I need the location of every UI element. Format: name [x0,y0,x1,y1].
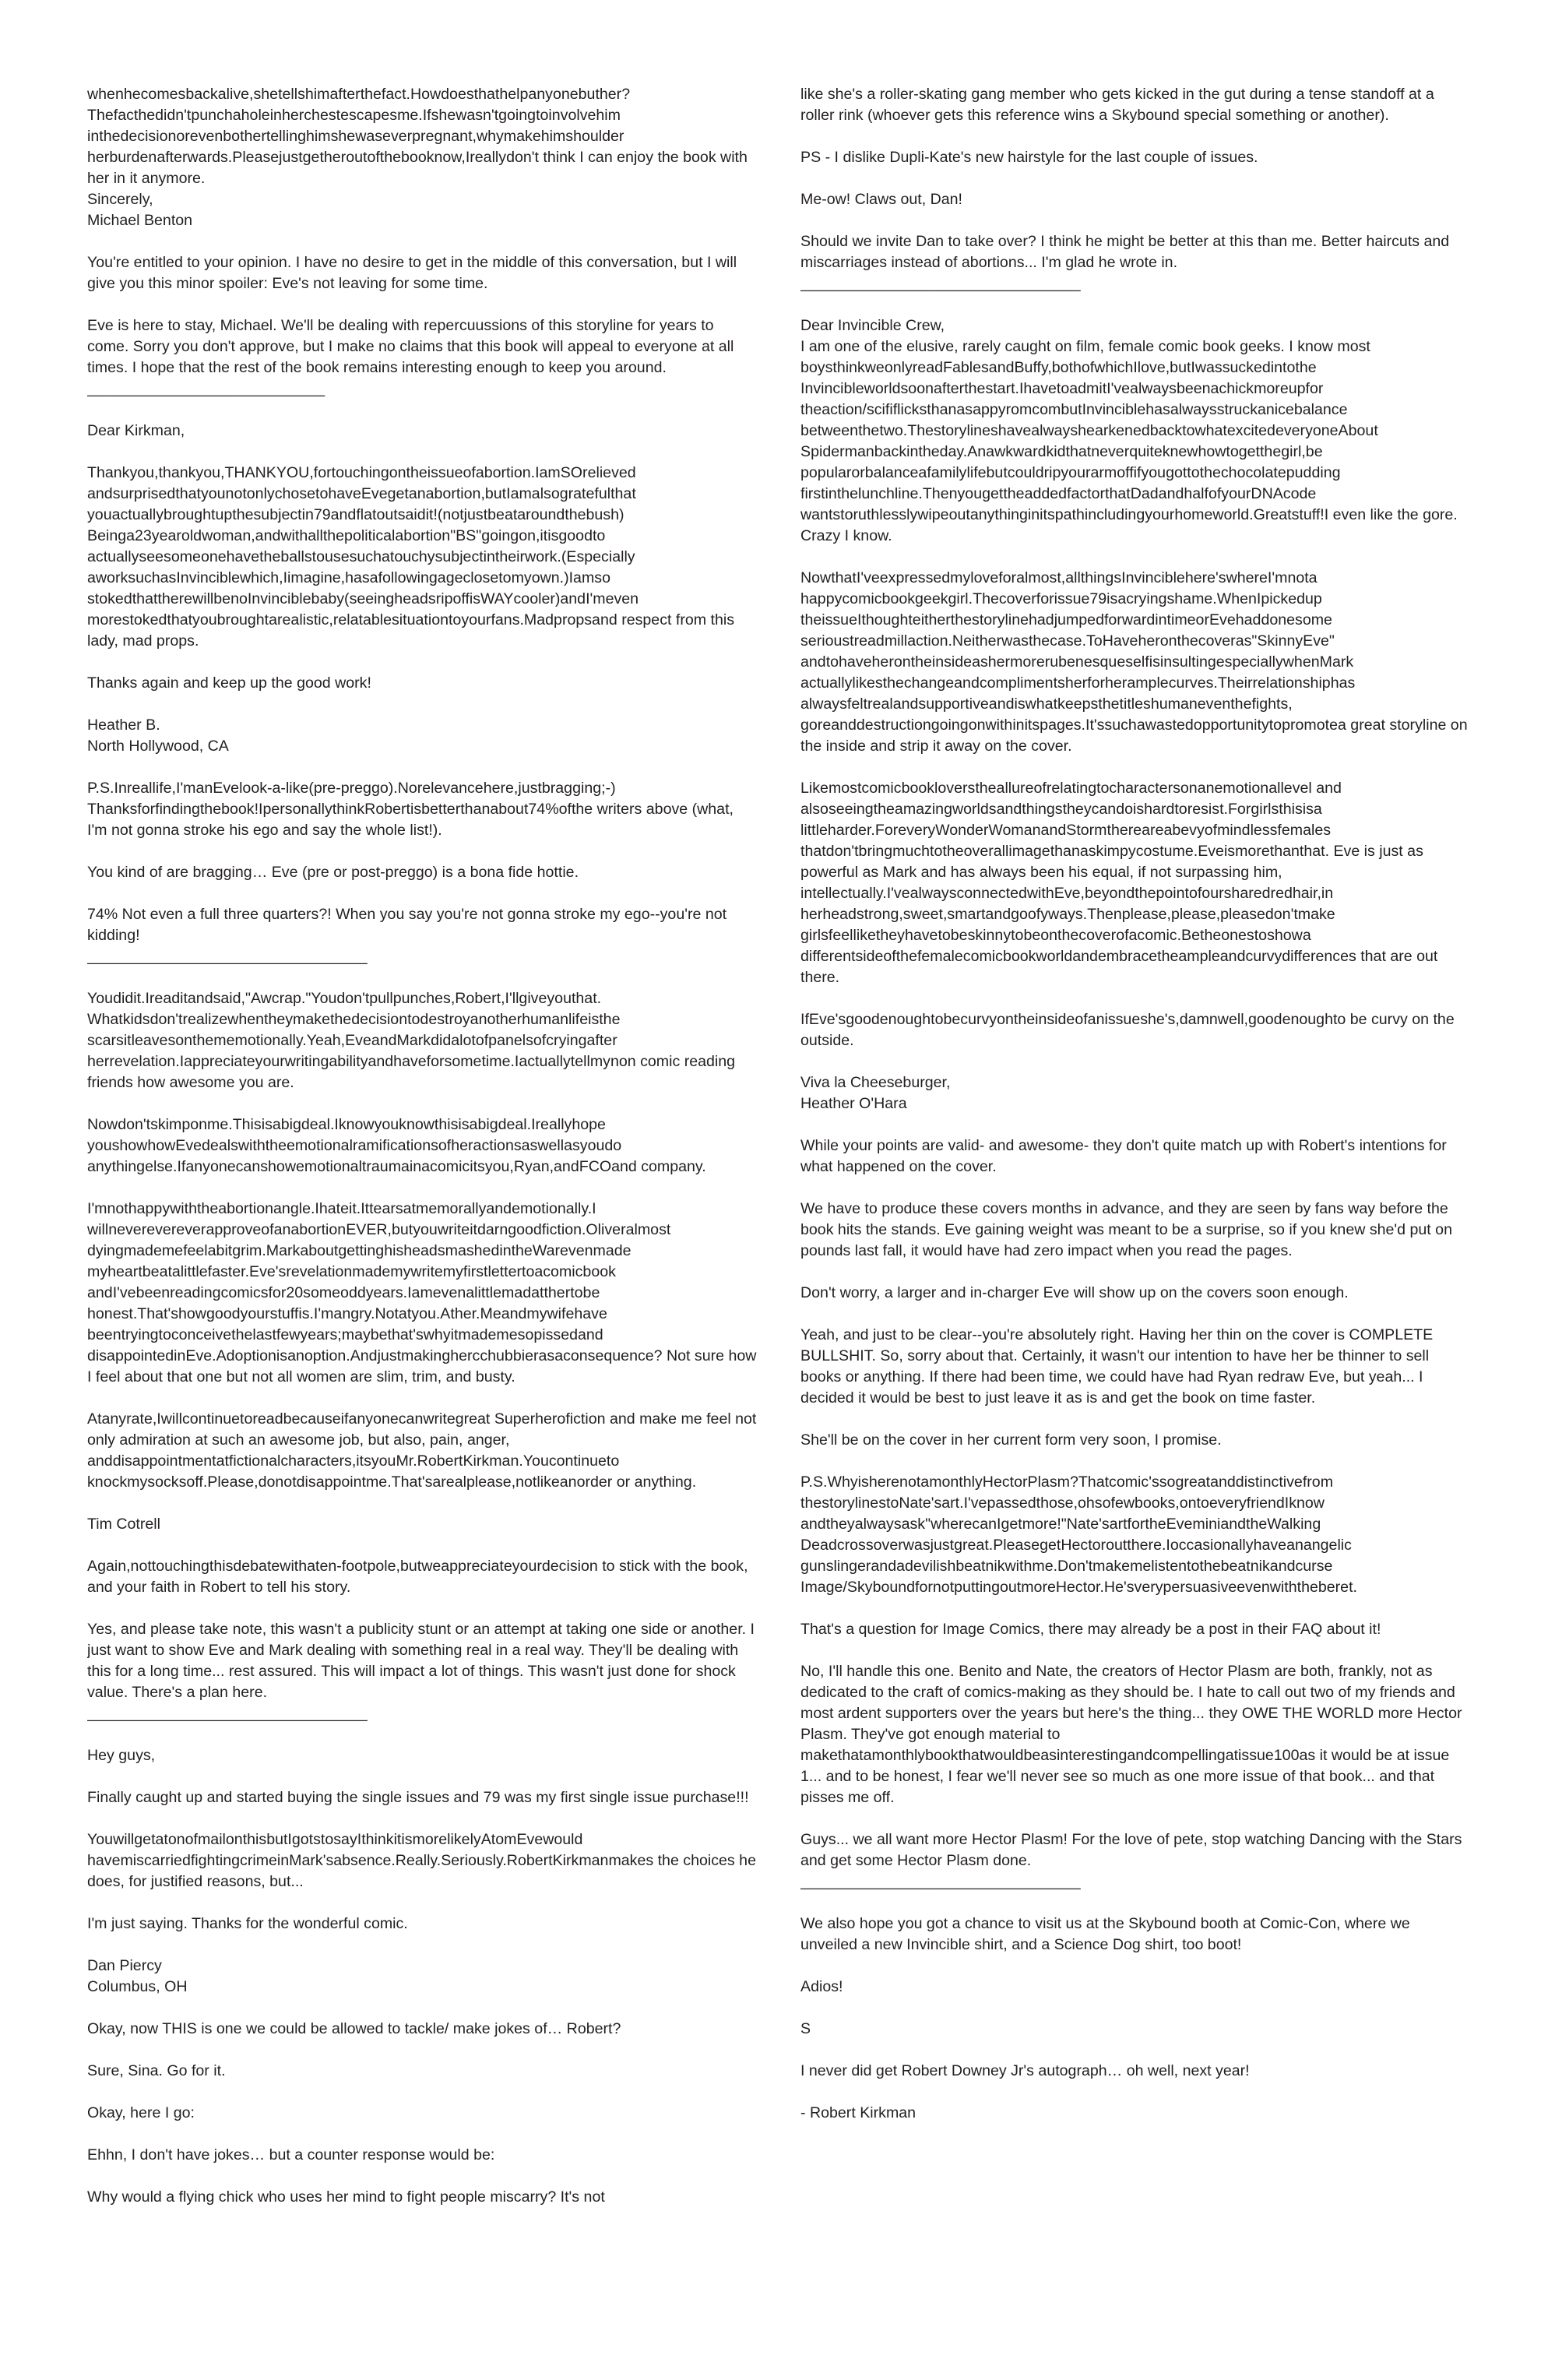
letter-paragraph: Heather B. North Hollywood, CA [87,716,229,755]
letter-paragraph: Should we invite Dan to take over? I think he might be better at this than me. Better haircuts and miscarriages instead of abortions... I'm glad he wrote in. _________________________________ [800,233,1450,292]
letter-paragraph: No, I'll handle this one. Benito and Nate, the creators of Hector Plasm are both, frankly, not as dedicated to the craft of comics-making as they should be. I hate to call out two of my friends and most ardent supporters over the years but here's the thing... they OWE THE WORLD more Hector Plasm. They've got enough material to makethatamonthlybookthatwouldbeasinterestingandcompellingatissue100as it would be at issue 1... and to be honest, I fear we'll never see so much as one more issue of that book... and that pisses me off. [800,1663,1462,1806]
letter-paragraph: NowthatI'veexpressedmyloveforalmost,allthingsInvinciblehere'swhereI'mnota happycomicbookgeekgirl.Thecoverforissue79isacryingshame.WhenIpickedup theissueIthoughteitherthestorylinehadjumpedforwardintimeorEvehaddonesome serioustreadmillaction.Neitherwasthecase.ToHaveheronthecoveras"SkinnyEve" andtohaveherontheinsideashermorerubenesqueselfisinsultingespeciallywhenMark actuallylikesthechangeandcomplimentsherforheramplecurves.Theirrelationshiphas alwaysfeltrealandsupportiveandiswhatkeepsthetitleshumaneventhefights, goreanddestructiongoingonwithinitspages.It'ssuchawastedopportunitytopromotea great storyline on the inside and strip it away on the cover. [800,569,1468,755]
letter-paragraph: like she's a roller-skating gang member who gets kicked in the gut during a tense standoff at a roller rink (whoever gets this reference wins a Skybound special something or another). [800,86,1434,124]
letter-paragraph: Sure, Sina. Go for it. [87,2062,226,2079]
right-column [800,84,1470,2343]
letter-paragraph: 74% Not even a full three quarters?! When you say you're not gonna stroke my ego--you're not kidding! _________________________________ [87,906,727,965]
letter-paragraph: IfEve'sgoodenoughtobecurvyontheinsideofanissueshe's,damnwell,goodenoughto be curvy on the outside. [800,1011,1455,1049]
letter-paragraph: Hey guys, [87,1747,156,1764]
letter-paragraph: I'm just saying. Thanks for the wonderful comic. [87,1915,408,1932]
letter-paragraph: Yes, and please take note, this wasn't a publicity stunt or an attempt at taking one side or another. I just want to show Eve and Mark dealing with something real in a real way. They'll be dealing with this for a long time... rest assured. This will impact a lot of things. This wasn't just done for shock value. There's a plan here. _________________________________ [87,1621,755,1722]
letter-paragraph: Guys... we all want more Hector Plasm! For the love of pete, stop watching Dancing with the Stars and get some Hector Plasm done. _________________________________ [800,1831,1462,1890]
letter-paragraph: Dear Invincible Crew, I am one of the elusive, rarely caught on film, female comic book geeks. I know most boysthinkweonlyreadFablesandBuffy,bothofwhichIlove,butIwassuckedintothe Invincibleworldsoonafterthestart.IhavetoadmitI'vealwaysbeenachickmoreupfor theaction/scififlicksthanasappyromcombutInvinciblehasalwaysstruckanicebalance betweenthetwo.ThestorylineshavealwayshearkenedbacktowhatexcitedeveryoneAbout Spidermanbackintheday.Anawkwardkidthatneverquiteknewhowtogetthegirl,be popularorbalanceafamilylifebutcouldripyourarmoffifyougottothechocolatepudding firstinthelunchline.ThenyougettheaddedfactorthatDadandhalfofyourDNAcode wantstoruthlesslywipeoutanythinginitspathincludingyourhomeworld.Greatstuff!I even like the gore. Crazy I know. [800,317,1458,544]
letter-paragraph: Likemostcomicbookloverstheallureofrelatingtocharactersonanemotionallevel and alsoseeingtheamazingworldsandthingstheycandoishardtoresist.Forgirlsthisisa littleharder.ForeveryWonderWomanandStormthereareabevyofmindlessfemales thatdon'tbringmuchtotheoverallimagethanaskimpycostume.Eveismorethanthat. Eve is just as powerful as Mark and has always been his equal, if not surpassing him, intellectually.I'vealwaysconnectedwithEve,beyondthepointofoursharedredhair,in herheadstrong,sweet,smartandgoofyways.Thenplease,please,pleasedon'tmake girlsfeelliketheyhavetobeskinnytobeonthecoverofacomic.Betheonestoshowa differentsideofthefemalecomicbookworldandembracetheampleandcurvydifferences that are out there. [800,780,1438,986]
letter-paragraph: Youdidit.Ireaditandsaid,"Awcrap."Youdon'tpullpunches,Robert,I'llgiveyouthat. Whatkidsdon'trealizewhentheymakethedecisiontodestroyanotherhumanlifeisthe scarsitleavesonthememotionally.Yeah,EveandMarkdidalotofpanelsofcryingafter herrevelation.Iappreciateyourwritingabilityandhaveforsometime.Iactuallytellmynon comic reading friends how awesome you are. [87,990,736,1091]
letter-paragraph: Atanyrate,Iwillcontinuetoreadbecauseifanyonecanwritegreat Superherofiction and make me feel not only admiration at such an awesome job, but also, pain, anger, anddisappointmentatfictionalcharacters,itsyouMr.RobertKirkman.Youcontinueto knockmysocksoff.Please,donotdisappointme.That'sarealplease,notlikeanorder or anything. [87,1410,757,1491]
letter-paragraph: I'mnothappywiththeabortionangle.Ihateit.Ittearsatmemorallyandemotionally.I willneverevereverapproveofanabortionEVER,butyouwriteitdarngoodfiction.Oliveralmost dyingmademefeelabitgrim.MarkaboutgettinghisheadsmashedintheWarevenmade myheartbeatalittlefaster.Eve'srevelationmademywritemyfirstlettertoacomicbook andI'vebeenreadingcomicsfor20someoddyears.Iamevenalittlemadatthertobe honest.That'showgoodyourstuffis.I'mangry.Notatyou.Ather.Meandmywifehave beentryingtoconceivethelastfewyears;maybethat'swhyitmademesopissedand disappointedinEve.Adoptionisanoption.Andjustmakinghercchubbierasaconsequence? Not sure how I feel about that one but not all women are slim, trim, and busty. [87,1200,757,1385]
letter-paragraph: Why would a flying chick who uses her mind to fight people miscarry? It's not [87,2188,605,2206]
letter-paragraph: Okay, here I go: [87,2104,195,2121]
letter-paragraph: We also hope you got a chance to visit us at the Skybound booth at Comic-Con, where we unveiled a new Invincible shirt, and a Science Dog shirt, too boot! [800,1915,1410,1953]
letter-paragraph: YouwillgetatonofmailonthisbutIgotstosayIthinkitismorelikelyAtomEvewould havemiscarriedfightingcrimeinMark'sabsence.Really.Seriously.RobertKirkmanmakes the choices he does, for justified reasons, but... [87,1831,756,1890]
letter-paragraph: Adios! [800,1978,843,1995]
letter-paragraph: Thankyou,thankyou,THANKYOU,fortouchingontheissueofabortion.IamSOrelieved andsurprisedthatyounotonlychosetohaveEvegetanabortion,butIamalsogratefulthat youactuallybroughtupthesubjectin79andflatoutsaidit!(notjustbeataroundthebush) Beinga23yearoldwoman,andwithallthepoliticalabortion"BS"goingon,itisgoodto actuallyseesomeonehavetheballstousesuchatouchysubjectintheirwork.(Especially aworksuchasInvinciblewhich,Iimagine,hasafollowingageclosetomyown.)Iamso stokedthattherewillbenoInvinciblebaby(seeingheadsripoffisWAYcooler)andI'meven morestokedthatyoubroughtarealistic,relatablesituationtoyourfans.Madpropsand respect from this lady, mad props. [87,464,735,650]
letter-paragraph: Nowdon'tskimponme.Thisisabigdeal.Iknowyouknowthisisabigdeal.Ireallyhope youshowhowEvedealswiththeemotionalramificationsofheractionsaswellasyoudo anythingelse.Ifanyonecanshowemotionaltraumainacomicitsyou,Ryan,andFCOand company. [87,1116,706,1175]
letter-paragraph: While your points are valid- and awesome- they don't quite match up with Robert's intentions for what happened on the cover. [800,1137,1447,1175]
letter-paragraph: Eve is here to stay, Michael. We'll be dealing with repercuussions of this storyline for years to come. Sorry you don't approve, but I make no claims that this book will appeal to everyone at all times. I hope that the rest of the book remains interesting enough to keep you around. ____________________________ [87,317,734,397]
letter-paragraph: Tim Cotrell [87,1516,160,1533]
letter-paragraph: Finally caught up and started buying the single issues and 79 was my first single issue purchase!!! [87,1789,749,1806]
letter-paragraph: Thanks again and keep up the good work! [87,674,371,692]
letter-paragraph: P.S.Inreallife,I'manEvelook-a-like(pre-preggo).Norelevancehere,justbragging;-) Thanksforfindingthebook!IpersonallythinkRobertisbetterthanabout74%ofthe writers above (what, I'm not gonna stroke his ego and say the whole list!). [87,780,734,839]
letter-paragraph: I never did get Robert Downey Jr's autograph… oh well, next year! [800,2062,1250,2079]
letter-paragraph: Viva la Cheeseburger, Heather O'Hara [800,1074,951,1112]
letter-paragraph: That's a question for Image Comics, there may already be a post in their FAQ about it! [800,1621,1381,1638]
left-column [87,84,757,2343]
letter-paragraph: We have to produce these covers months in advance, and they are seen by fans way before the book hits the stands. Eve gaining weight was meant to be a surprise, so if you knew she'd put on pounds last fall, it would have had zero impact when you read the pages. [800,1200,1452,1259]
letter-paragraph: Okay, now THIS is one we could be allowed to tackle/ make jokes of… Robert? [87,2020,621,2037]
letter-paragraph: S [800,2020,811,2037]
letter-paragraph: Again,nottouchingthisdebatewithaten-footpole,butweappreciateyourdecision to stick with the book, and your faith in Robert to tell his story. [87,1558,748,1596]
letter-paragraph: P.S.WhyisherenotamonthlyHectorPlasm?Thatcomic'ssogreatanddistinctivefrom thestorylinestoNate'sart.I'vepassedthose,ohsofewbooks,ontoeveryfriendIknow andtheyalwaysask"wherecanIgetmore!"Nate'sartfortheEveminiandtheWalking Deadcrossoverwasjustgreat.PleasegetHectoroutthere.Ioccasionallyhaveanangelic gunslingerandadevilishbeatnikwithme.Don'tmakemelistentothebeatnikandcurse Image/SkyboundfornotputtingoutmoreHector.He'sverypersuasiveevenwiththeberet. [800,1473,1357,1596]
letters-page [87,84,1470,2343]
letter-paragraph: Ehhn, I don't have jokes… but a counter response would be: [87,2146,495,2163]
letter-paragraph: PS - I dislike Dupli-Kate's new hairstyle for the last couple of issues. [800,149,1258,166]
letter-paragraph: Yeah, and just to be clear--you're absolutely right. Having her thin on the cover is COMPLETE BULLSHIT. So, sorry about that. Certainly, it wasn't our intention to have her be thinner to sell books or anything. If there had been time, we could have had Ryan redraw Eve, but yeah... I decided it would be best to just leave it as is and get the book on time faster. [800,1326,1434,1407]
letter-paragraph: - Robert Kirkman [800,2104,916,2121]
letter-paragraph: Dear Kirkman, [87,422,185,439]
letter-paragraph: You kind of are bragging… Eve (pre or post-preggo) is a bona fide hottie. [87,864,579,881]
letter-paragraph: Me-ow! Claws out, Dan! [800,191,962,208]
letter-paragraph: whenhecomesbackalive,shetellshimafterthefact.Howdoesthathelpanyonebuther? Thefacthedidn'tpunchaholeinherchestescapesme.Ifshewasn'tgoingtoinvolvehim inthedecisionorevenbothertellinghimshewaseverpregnant,whymakehimshoulder herburdenafterwards.Pleasejustgetheroutofthebooknow,Ireallydon't think I can enjoy the book with her in it anymore. Sincerely, Michael Benton [87,86,748,229]
letter-paragraph: Dan Piercy Columbus, OH [87,1957,188,1995]
letter-paragraph: She'll be on the cover in her current form very soon, I promise. [800,1431,1222,1449]
letter-paragraph: You're entitled to your opinion. I have no desire to get in the middle of this conversation, but I will give you this minor spoiler: Eve's not leaving for some time. [87,254,737,292]
letter-paragraph: Don't worry, a larger and in-charger Eve will show up on the covers soon enough. [800,1284,1349,1301]
